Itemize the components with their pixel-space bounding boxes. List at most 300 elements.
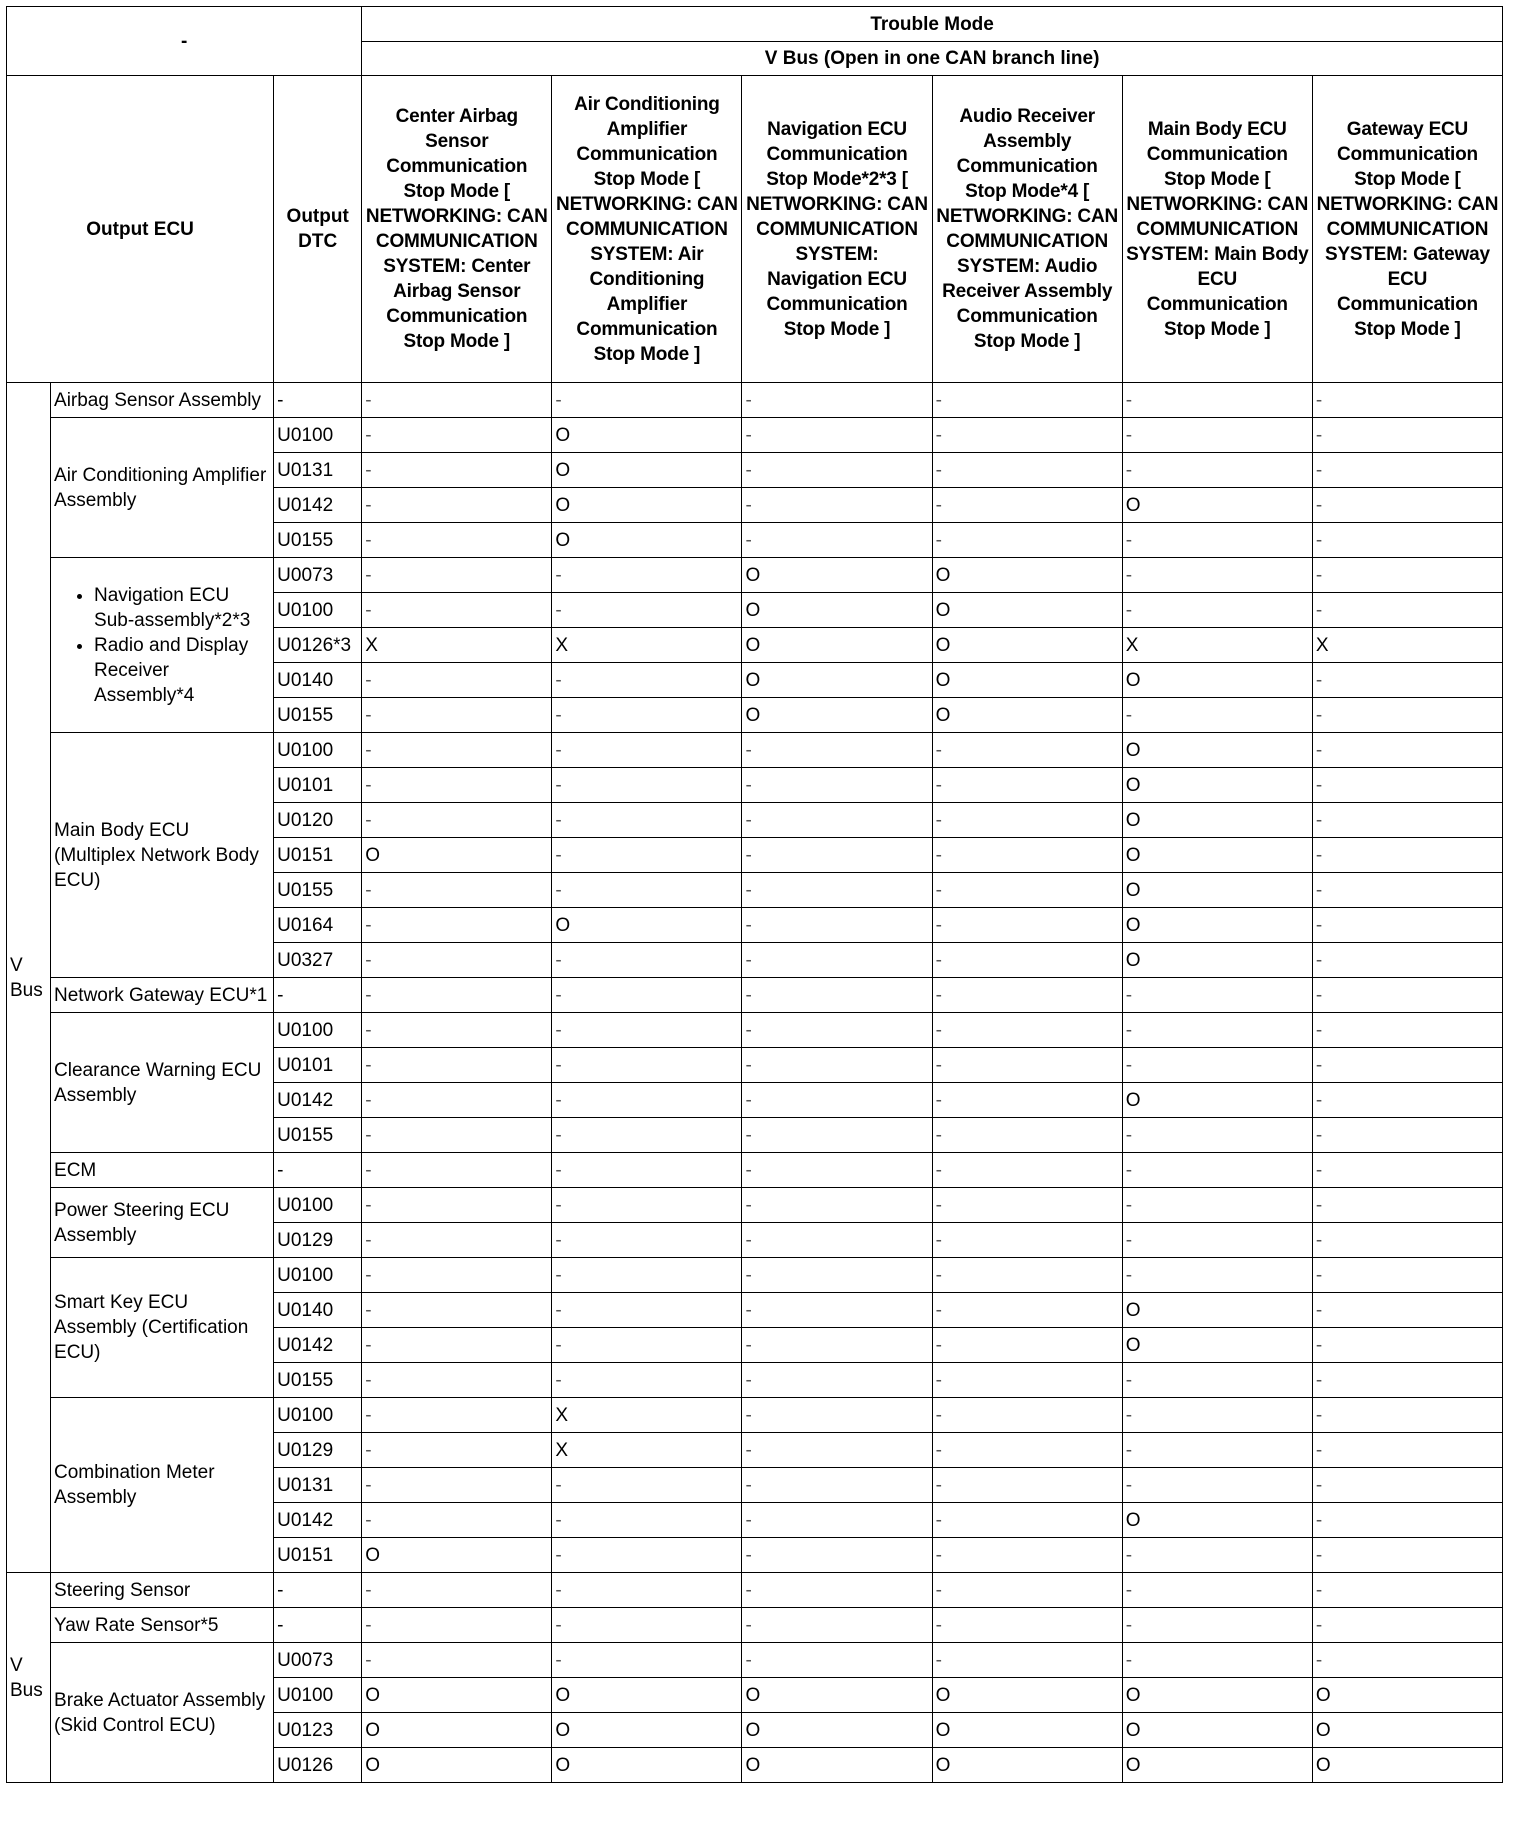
mode-result-cell: - [1312,593,1502,628]
output-dtc-cell: U0073 [274,558,362,593]
mode-result-cell: - [362,1048,552,1083]
mode-result-cell: - [932,908,1122,943]
mode-result-cell: - [742,1258,932,1293]
mode-result-cell: X [1122,628,1312,663]
mode-result-cell: - [552,1503,742,1538]
mode-result-cell: - [1122,1153,1312,1188]
mode-result-cell: - [932,1048,1122,1083]
mode-result-cell: O [1122,768,1312,803]
mode-result-cell: O [362,1678,552,1713]
mode-result-cell: - [742,1608,932,1643]
mode-result-cell: - [742,873,932,908]
mode-result-cell: O [552,908,742,943]
mode-result-cell: - [1312,838,1502,873]
mode-heading-audio-receiver: Audio Receiver Assembly Communication Stop Mode*4 [ NETWORKING: CAN COMMUNICATION SYSTEM: Audio Receiver Assembly Communication Stop Mode ] [932,76,1122,383]
mode-result-cell: - [362,1433,552,1468]
mode-result-cell: - [932,1258,1122,1293]
mode-result-cell: - [932,383,1122,418]
mode-result-cell: - [362,418,552,453]
mode-result-cell: - [1312,1608,1502,1643]
mode-result-cell: - [552,943,742,978]
mode-result-cell: - [362,1153,552,1188]
mode-result-cell: - [1122,1398,1312,1433]
mode-result-cell: - [1122,1048,1312,1083]
bus-label: V Bus [7,1573,51,1783]
mode-result-cell: - [552,1118,742,1153]
output-dtc-cell: - [274,978,362,1013]
mode-result-cell: O [552,523,742,558]
mode-result-cell: O [1312,1713,1502,1748]
mode-result-cell: O [362,1713,552,1748]
mode-result-cell: O [552,1713,742,1748]
mode-result-cell: - [1312,768,1502,803]
mode-result-cell: - [932,1083,1122,1118]
table-row [7,1258,1503,1293]
mode-result-cell: - [552,873,742,908]
mode-result-cell: O [932,628,1122,663]
corner-cell: - [7,7,362,76]
output-dtc-cell: - [274,383,362,418]
output-dtc-cell: U0142 [274,488,362,523]
output-ecu-cell: Clearance Warning ECU Assembly [51,1013,274,1153]
output-dtc-cell: U0120 [274,803,362,838]
mode-result-cell: - [1312,943,1502,978]
mode-result-cell: - [1312,908,1502,943]
mode-result-cell: - [552,1363,742,1398]
mode-result-cell: - [362,1503,552,1538]
mode-result-cell: - [1122,978,1312,1013]
mode-result-cell: - [362,873,552,908]
output-ecu-cell: Combination Meter Assembly [51,1398,274,1573]
mode-result-cell: - [362,383,552,418]
mode-result-cell: - [742,908,932,943]
output-dtc-cell: U0100 [274,593,362,628]
mode-result-cell: - [1312,1083,1502,1118]
mode-result-cell: - [1312,733,1502,768]
mode-result-cell: - [932,1118,1122,1153]
mode-result-cell: O [1312,1748,1502,1783]
mode-result-cell: - [932,873,1122,908]
mode-result-cell: - [552,803,742,838]
table-row [7,1188,1503,1223]
bus-condition-heading: V Bus (Open in one CAN branch line) [362,42,1503,76]
mode-result-cell: - [742,453,932,488]
mode-result-cell: - [1312,1223,1502,1258]
mode-result-cell: O [552,418,742,453]
mode-result-cell: - [932,1398,1122,1433]
output-dtc-cell: U0123 [274,1713,362,1748]
mode-result-cell: - [932,1293,1122,1328]
output-dtc-cell: U0164 [274,908,362,943]
mode-result-cell: - [1122,383,1312,418]
mode-result-cell: - [552,1188,742,1223]
mode-result-cell: O [932,698,1122,733]
mode-result-cell: - [1312,1503,1502,1538]
mode-result-cell: - [362,908,552,943]
mode-result-cell: - [1312,418,1502,453]
output-dtc-cell: - [274,1573,362,1608]
mode-result-cell: O [932,663,1122,698]
mode-result-cell: O [1122,663,1312,698]
mode-result-cell: - [1122,593,1312,628]
mode-result-cell: - [552,698,742,733]
mode-result-cell: - [1312,558,1502,593]
mode-result-cell: - [932,1503,1122,1538]
mode-result-cell: - [362,453,552,488]
output-dtc-cell: U0100 [274,418,362,453]
mode-result-cell: O [1122,1293,1312,1328]
mode-result-cell: O [742,593,932,628]
mode-result-cell: - [742,383,932,418]
mode-result-cell: - [1122,1608,1312,1643]
output-ecu-cell [51,558,274,733]
mode-result-cell: - [552,593,742,628]
mode-result-cell: O [932,558,1122,593]
mode-result-cell: - [1312,1433,1502,1468]
mode-result-cell: O [1312,1678,1502,1713]
mode-result-cell: O [742,558,932,593]
mode-result-cell: - [932,488,1122,523]
mode-result-cell: - [1312,1328,1502,1363]
mode-result-cell: - [932,1573,1122,1608]
mode-result-cell: O [362,838,552,873]
mode-result-cell: - [1122,1573,1312,1608]
mode-result-cell: - [552,978,742,1013]
mode-result-cell: X [1312,628,1502,663]
mode-result-cell: O [932,593,1122,628]
mode-result-cell: - [552,383,742,418]
ecu-bullet-item: • Navigation ECU Sub-assembly*2*3 [94,583,270,633]
mode-result-cell: - [362,1083,552,1118]
mode-result-cell: X [552,1398,742,1433]
dtc-trouble-mode-table [6,6,1503,1783]
mode-result-cell: - [1122,453,1312,488]
mode-result-cell: - [1122,1468,1312,1503]
mode-heading-gateway: Gateway ECU Communication Stop Mode [ NETWORKING: CAN COMMUNICATION SYSTEM: Gateway ECU Communication Stop Mode ] [1312,76,1502,383]
mode-result-cell: - [932,838,1122,873]
mode-result-cell: - [552,733,742,768]
mode-result-cell: - [932,1328,1122,1363]
mode-result-cell: O [1122,1748,1312,1783]
mode-result-cell: - [552,1643,742,1678]
mode-result-cell: O [1122,873,1312,908]
mode-result-cell: - [362,768,552,803]
output-ecu-cell: Yaw Rate Sensor*5 [51,1608,274,1643]
bus-label: V Bus [7,383,51,1573]
mode-result-cell: - [362,663,552,698]
mode-result-cell: - [1312,663,1502,698]
mode-result-cell: - [552,1153,742,1188]
output-dtc-cell: U0155 [274,873,362,908]
mode-result-cell: - [742,1118,932,1153]
mode-result-cell: - [362,593,552,628]
mode-result-cell: - [1312,1293,1502,1328]
mode-result-cell: - [362,1258,552,1293]
mode-result-cell: O [742,1748,932,1783]
mode-result-cell: - [1312,1538,1502,1573]
mode-result-cell: - [1312,1398,1502,1433]
mode-result-cell: - [932,1468,1122,1503]
output-ecu-cell: Main Body ECU (Multiplex Network Body ECU) [51,733,274,978]
mode-result-cell: - [552,1468,742,1503]
output-ecu-cell: ECM [51,1153,274,1188]
mode-result-cell: - [742,733,932,768]
mode-result-cell: - [742,1153,932,1188]
mode-result-cell: O [1122,838,1312,873]
mode-result-cell: - [742,1013,932,1048]
mode-result-cell: - [1312,488,1502,523]
mode-result-cell: - [932,1013,1122,1048]
mode-result-cell: - [742,523,932,558]
mode-result-cell: - [362,1223,552,1258]
output-ecu-heading: Output ECU [7,76,274,383]
mode-result-cell: - [362,733,552,768]
mode-result-cell: - [552,1258,742,1293]
mode-result-cell: O [742,698,932,733]
ecu-bullet-item: • Radio and Display Receiver Assembly*4 [94,633,270,708]
mode-result-cell: - [362,943,552,978]
mode-result-cell: - [932,453,1122,488]
mode-result-cell: O [1122,943,1312,978]
mode-heading-air-conditioning: Air Conditioning Amplifier Communication Stop Mode [ NETWORKING: CAN COMMUNICATION SYSTEM: Air Conditioning Amplifier Communication Stop Mode ] [552,76,742,383]
table-row [7,733,1503,768]
mode-result-cell: - [362,1363,552,1398]
mode-result-cell: O [1122,1503,1312,1538]
output-dtc-cell: U0126*3 [274,628,362,663]
mode-result-cell: - [1122,1013,1312,1048]
mode-result-cell: - [552,838,742,873]
mode-result-cell: - [1122,558,1312,593]
mode-result-cell: - [1312,383,1502,418]
output-dtc-cell: U0151 [274,1538,362,1573]
output-dtc-cell: - [274,1153,362,1188]
mode-result-cell: - [362,488,552,523]
mode-result-cell: - [1312,698,1502,733]
mode-result-cell: - [362,1013,552,1048]
output-dtc-cell: U0129 [274,1223,362,1258]
table-row [7,1398,1503,1433]
mode-result-cell: - [1312,453,1502,488]
mode-result-cell: O [1122,1328,1312,1363]
mode-result-cell: X [552,1433,742,1468]
mode-result-cell: - [742,768,932,803]
output-dtc-cell: U0100 [274,1188,362,1223]
mode-result-cell: - [1312,1258,1502,1293]
mode-result-cell: - [362,1398,552,1433]
mode-result-cell: - [742,1643,932,1678]
mode-result-cell: - [552,1013,742,1048]
output-dtc-cell: U0140 [274,1293,362,1328]
mode-result-cell: - [742,1468,932,1503]
mode-result-cell: - [742,1083,932,1118]
mode-result-cell: O [1122,803,1312,838]
mode-result-cell: - [362,803,552,838]
mode-result-cell: - [742,418,932,453]
mode-result-cell: - [552,1573,742,1608]
output-dtc-cell: U0131 [274,453,362,488]
mode-result-cell: O [552,1678,742,1713]
mode-result-cell: - [742,1363,932,1398]
mode-result-cell: - [1122,1538,1312,1573]
mode-result-cell: - [1312,1468,1502,1503]
mode-result-cell: - [742,1398,932,1433]
mode-result-cell: - [932,733,1122,768]
mode-result-cell: - [1312,523,1502,558]
table-row [7,1573,1503,1608]
mode-result-cell: - [362,1573,552,1608]
output-ecu-cell: Airbag Sensor Assembly [51,383,274,418]
mode-result-cell: - [362,1293,552,1328]
mode-result-cell: O [1122,908,1312,943]
output-ecu-cell: Power Steering ECU Assembly [51,1188,274,1258]
mode-result-cell: - [742,943,932,978]
output-dtc-cell: U0100 [274,1398,362,1433]
mode-result-cell: O [552,488,742,523]
mode-result-cell: - [1122,1643,1312,1678]
mode-result-cell: - [1312,1363,1502,1398]
mode-result-cell: - [552,1293,742,1328]
output-dtc-cell: U0142 [274,1328,362,1363]
mode-result-cell: - [1312,1188,1502,1223]
table-row [7,978,1503,1013]
mode-result-cell: - [362,1608,552,1643]
mode-result-cell: - [362,698,552,733]
mode-result-cell: - [742,1223,932,1258]
mode-result-cell: - [742,1538,932,1573]
mode-result-cell: O [1122,1713,1312,1748]
mode-result-cell: O [742,1678,932,1713]
mode-result-cell: - [932,1538,1122,1573]
mode-result-cell: - [362,1118,552,1153]
mode-result-cell: - [742,1503,932,1538]
mode-result-cell: - [932,803,1122,838]
mode-result-cell: - [742,978,932,1013]
mode-result-cell: - [742,1433,932,1468]
table-row [7,1643,1503,1678]
mode-result-cell: - [362,978,552,1013]
output-dtc-cell: U0129 [274,1433,362,1468]
mode-result-cell: - [1122,698,1312,733]
output-ecu-cell: Steering Sensor [51,1573,274,1608]
mode-result-cell: O [1122,733,1312,768]
mode-result-cell: - [742,488,932,523]
table-header [7,7,1503,383]
output-ecu-cell: Smart Key ECU Assembly (Certification ECU) [51,1258,274,1398]
output-dtc-cell: U0142 [274,1503,362,1538]
table-row [7,1153,1503,1188]
mode-result-cell: - [742,1188,932,1223]
mode-result-cell: - [552,1223,742,1258]
mode-result-cell: - [1312,1153,1502,1188]
output-dtc-cell: U0126 [274,1748,362,1783]
table-row [7,383,1503,418]
mode-result-cell: - [362,1188,552,1223]
table-row [7,1013,1503,1048]
ecu-bullet-list [54,583,270,708]
output-dtc-cell: U0140 [274,663,362,698]
mode-result-cell: - [932,1188,1122,1223]
mode-result-cell: X [362,628,552,663]
mode-result-cell: - [932,1608,1122,1643]
mode-result-cell: O [932,1678,1122,1713]
mode-result-cell: - [1312,1048,1502,1083]
mode-heading-center-airbag: Center Airbag Sensor Communication Stop Mode [ NETWORKING: CAN COMMUNICATION SYSTEM: Center Airbag Sensor Communication Stop Mode ] [362,76,552,383]
mode-result-cell: - [742,1573,932,1608]
output-dtc-cell: - [274,1608,362,1643]
mode-heading-navigation: Navigation ECU Communication Stop Mode*2*3 [ NETWORKING: CAN COMMUNICATION SYSTEM: Navigation ECU Communication Stop Mode ] [742,76,932,383]
mode-result-cell: - [552,1328,742,1363]
mode-result-cell: - [552,558,742,593]
table-row [7,558,1503,593]
mode-result-cell: O [932,1748,1122,1783]
mode-result-cell: - [552,663,742,698]
mode-result-cell: - [1122,1188,1312,1223]
mode-result-cell: - [932,1363,1122,1398]
mode-result-cell: - [932,1643,1122,1678]
mode-result-cell: O [932,1713,1122,1748]
mode-result-cell: O [1122,1083,1312,1118]
mode-result-cell: O [362,1538,552,1573]
output-dtc-cell: U0100 [274,1678,362,1713]
mode-result-cell: - [1122,1118,1312,1153]
output-dtc-cell: U0151 [274,838,362,873]
mode-result-cell: - [552,1048,742,1083]
mode-result-cell: - [932,523,1122,558]
output-ecu-cell: Brake Actuator Assembly (Skid Control ECU) [51,1643,274,1783]
mode-result-cell: - [362,1468,552,1503]
output-ecu-cell: Air Conditioning Amplifier Assembly [51,418,274,558]
mode-result-cell: - [1312,1013,1502,1048]
mode-result-cell: - [1122,1223,1312,1258]
mode-result-cell: - [932,1153,1122,1188]
mode-result-cell: - [932,978,1122,1013]
mode-heading-main-body: Main Body ECU Communication Stop Mode [ NETWORKING: CAN COMMUNICATION SYSTEM: Main Body ECU Communication Stop Mode ] [1122,76,1312,383]
output-ecu-cell: Network Gateway ECU*1 [51,978,274,1013]
trouble-mode-heading: Trouble Mode [362,7,1503,42]
output-dtc-cell: U0131 [274,1468,362,1503]
output-dtc-heading: Output DTC [274,76,362,383]
output-dtc-cell: U0142 [274,1083,362,1118]
mode-result-cell: - [1312,1643,1502,1678]
mode-result-cell: - [1122,418,1312,453]
mode-result-cell: - [1312,873,1502,908]
mode-result-cell: - [1312,1118,1502,1153]
mode-result-cell: - [1122,1258,1312,1293]
mode-result-cell: - [1312,1573,1502,1608]
mode-result-cell: - [932,943,1122,978]
mode-result-cell: - [742,838,932,873]
mode-result-cell: - [362,523,552,558]
mode-result-cell: O [742,1713,932,1748]
mode-result-cell: - [1122,1433,1312,1468]
mode-result-cell: - [932,1433,1122,1468]
output-dtc-cell: U0100 [274,1258,362,1293]
mode-result-cell: O [742,663,932,698]
output-dtc-cell: U0100 [274,733,362,768]
mode-result-cell: O [742,628,932,663]
mode-result-cell: - [1122,523,1312,558]
mode-result-cell: - [552,1083,742,1118]
mode-result-cell: O [362,1748,552,1783]
mode-result-cell: - [932,1223,1122,1258]
mode-result-cell: - [362,1328,552,1363]
mode-result-cell: - [1312,978,1502,1013]
output-dtc-cell: U0073 [274,1643,362,1678]
mode-result-cell: - [742,1328,932,1363]
table-row [7,418,1503,453]
mode-result-cell: - [932,418,1122,453]
mode-result-cell: - [932,768,1122,803]
